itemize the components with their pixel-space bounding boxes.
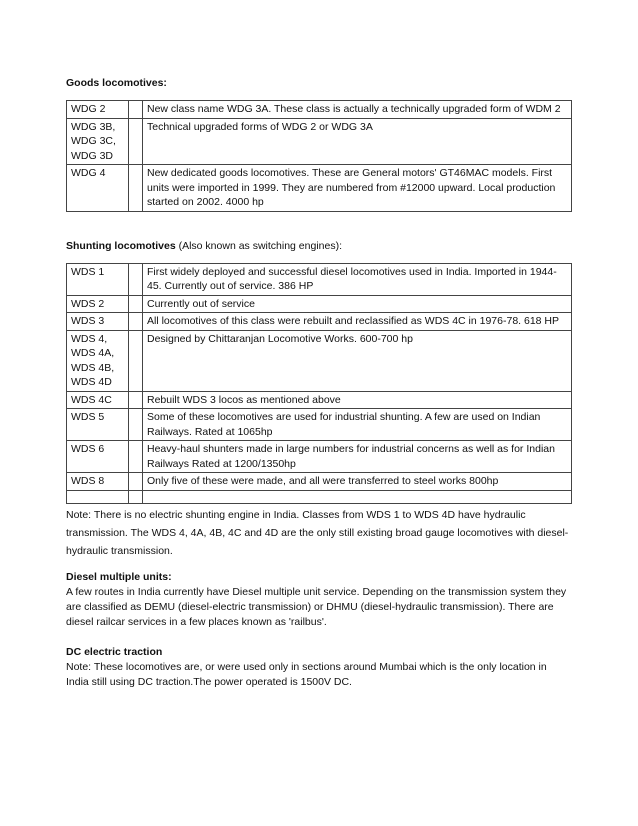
goods-table <box>66 100 572 212</box>
table-row <box>67 263 572 295</box>
table-row <box>67 101 572 119</box>
loco-code: WDG 3B, WDG 3C, WDG 3D <box>67 118 129 165</box>
loco-description: Technical upgraded forms of WDG 2 or WDG 3A <box>143 118 572 165</box>
shunting-heading <box>66 239 572 253</box>
shunting-table <box>66 263 572 504</box>
dmu-text: A few routes in India currently have Diesel multiple unit service. Depending on the transmission system they are classified as DEMU (diesel-electric transmission) or DHMU (diesel-hydraulic transmission). There are diesel railcar services in a few places known as 'railbus'. <box>66 585 567 628</box>
loco-description: All locomotives of this class were rebuilt and reclassified as WDS 4C in 1976-78. 618 HP <box>143 313 572 331</box>
loco-code: WDS 6 <box>67 441 129 473</box>
loco-description: Only five of these were made, and all were transferred to steel works 800hp <box>143 473 572 491</box>
loco-code: WDS 4C <box>67 391 129 409</box>
table-row <box>67 391 572 409</box>
loco-description: New dedicated goods locomotives. These are General motors' GT46MAC models. First units were imported in 1999. They are numbered from #12000 upward. Local production started on 2002. 4000 hp <box>143 165 572 212</box>
loco-code: WDG 2 <box>67 101 129 119</box>
loco-description <box>143 490 572 503</box>
table-row-empty <box>67 490 572 503</box>
loco-description: Designed by Chittaranjan Locomotive Works. 600-700 hp <box>143 330 572 391</box>
shunting-title: Shunting locomotives <box>66 239 176 252</box>
loco-code: WDG 4 <box>67 165 129 212</box>
table-row <box>67 165 572 212</box>
shunting-note: Note: There is no electric shunting engine in India. Classes from WDS 1 to WDS 4D have hydraulic transmission. The WDS 4, 4A, 4B, 4C and 4D are the only still existing broad gauge locomotives with diesel-hydraulic transmission. <box>66 508 569 557</box>
goods-heading: Goods locomotives: <box>66 77 167 89</box>
table-row <box>67 295 572 313</box>
table-row <box>67 441 572 473</box>
dc-heading: DC electric traction <box>66 645 163 658</box>
loco-description: Heavy-haul shunters made in large numbers for industrial concerns as well as for Indian Railways Rated at 1200/1350hp <box>143 441 572 473</box>
table-row <box>67 409 572 441</box>
shunting-subtitle: (Also known as switching engines): <box>175 239 343 252</box>
loco-code: WDS 8 <box>67 473 129 491</box>
loco-description: Currently out of service <box>143 295 572 313</box>
loco-description: New class name WDG 3A. These class is actually a technically upgraded form of WDM 2 <box>143 101 572 119</box>
dmu-heading: Diesel multiple units: <box>66 570 172 583</box>
loco-description: Rebuilt WDS 3 locos as mentioned above <box>143 391 572 409</box>
table-row <box>67 313 572 331</box>
table-row <box>67 473 572 491</box>
loco-description: First widely deployed and successful diesel locomotives used in India. Imported in 1944-45. Currently out of service. 386 HP <box>143 263 572 295</box>
loco-code <box>67 490 129 503</box>
loco-code: WDS 3 <box>67 313 129 331</box>
loco-code: WDS 4, WDS 4A, WDS 4B, WDS 4D <box>67 330 129 391</box>
table-row <box>67 330 572 391</box>
loco-code: WDS 5 <box>67 409 129 441</box>
loco-code: WDS 1 <box>67 263 129 295</box>
dc-text: Note: These locomotives are, or were used only in sections around Mumbai which is the only location in India still using DC traction.The power operated is 1500V DC. <box>66 660 547 688</box>
loco-code: WDS 2 <box>67 295 129 313</box>
table-row <box>67 118 572 165</box>
document-page <box>66 66 572 690</box>
loco-description: Some of these locomotives are used for industrial shunting. A few are used on Indian Railways. Rated at 1065hp <box>143 409 572 441</box>
